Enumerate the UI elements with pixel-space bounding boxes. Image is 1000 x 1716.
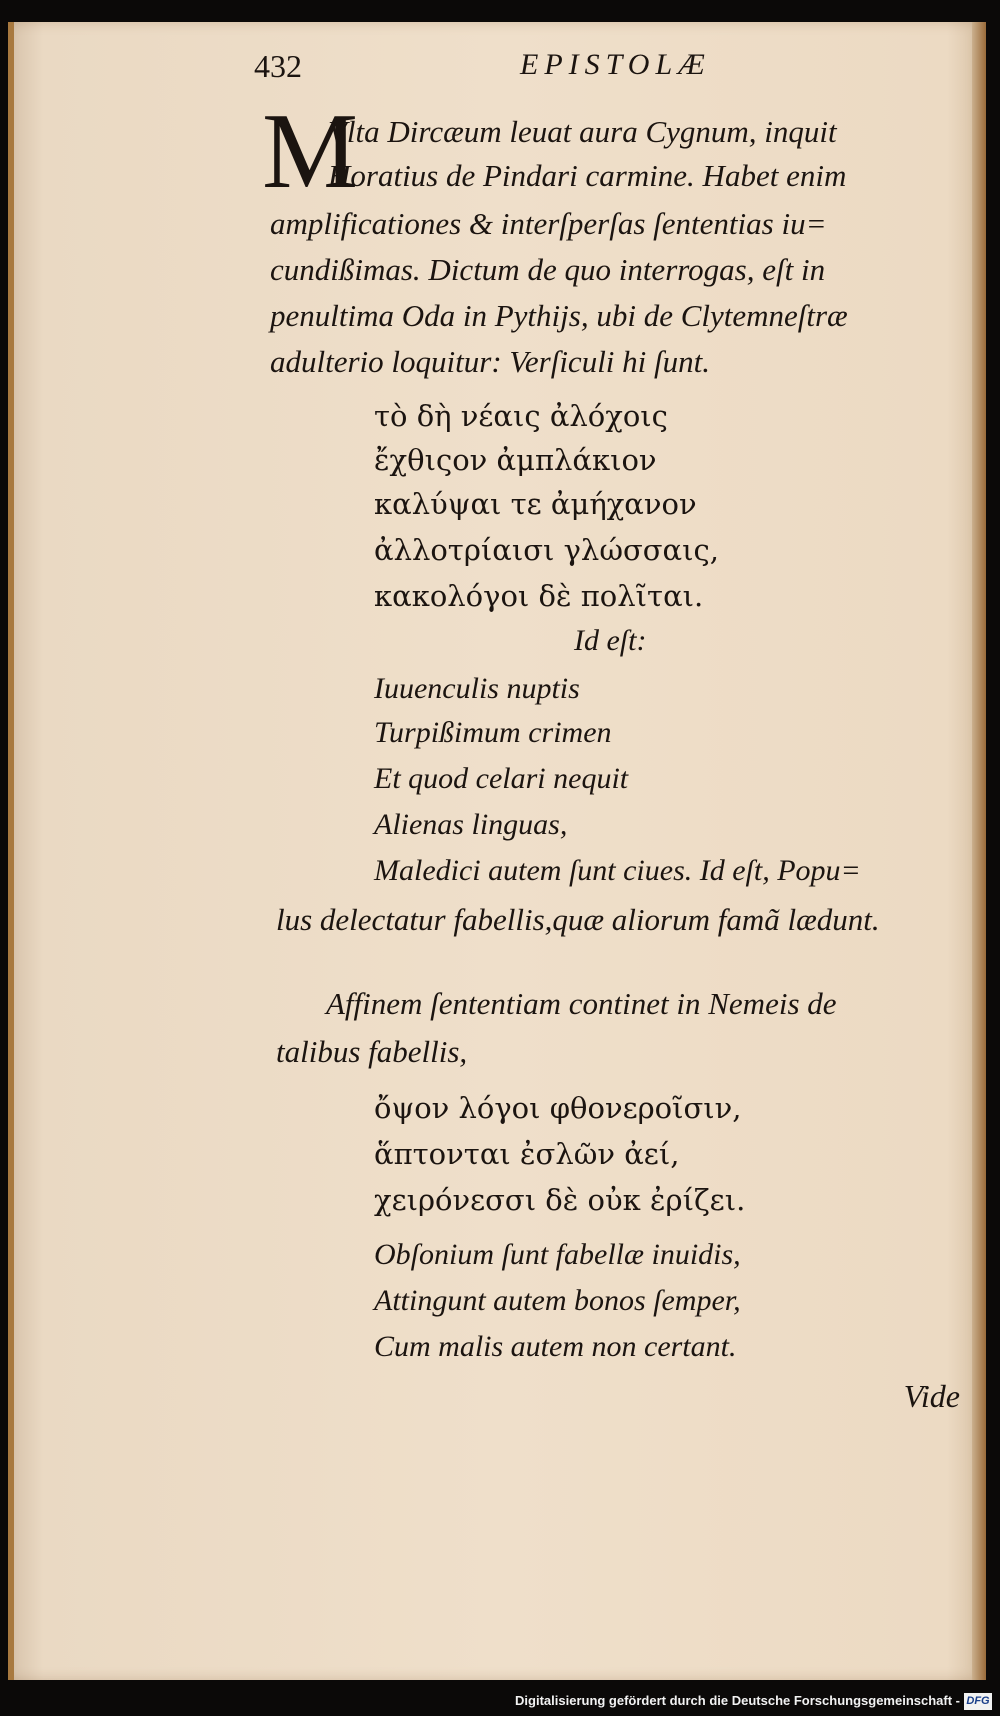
greek-verse-line: καλύψαι τε ἀμήχανον: [374, 487, 697, 521]
text-line: adulterio loquitur: Verſiculi hi ſunt.: [270, 344, 711, 379]
page-number: 432: [254, 48, 302, 84]
greek-verse-line: ὄψον λόγοι φθονεροῖσιν,: [374, 1091, 742, 1125]
drop-cap: M: [262, 92, 359, 211]
greek-verse-line: ἔχθιςον ἀμπλάκιον: [374, 443, 657, 477]
latin-verse-line: Obſonium ſunt fabellæ inuidis,: [374, 1238, 741, 1271]
text-line: Vlta Dircæum leuat aura Cygnum, inquit: [328, 114, 837, 149]
latin-verse-line: Attingunt autem bonos ſemper,: [374, 1284, 741, 1317]
text-line: cundißimas. Dictum de quo interrogas, eſt in: [270, 252, 826, 287]
latin-verse-line: Alienas linguas,: [374, 808, 568, 841]
greek-verse-line: τὸ δὴ νέαις ἀλόχοις: [374, 399, 668, 433]
text-line: Horatius de Pindari carmine. Habet enim: [328, 158, 847, 193]
footer-credit: Digitalisierung gefördert durch die Deutsche Forschungsgemeinschaft -: [515, 1693, 960, 1708]
greek-verse-line: ἅπτονται ἐσλῶν ἀεί,: [374, 1137, 680, 1171]
id-est-line: Id eſt:: [574, 624, 647, 657]
text-line: penultima Oda in Pythijs, ubi de Clytemneſtræ: [270, 298, 848, 333]
latin-verse-line: Et quod celari nequit: [374, 762, 629, 795]
dfg-logo[interactable]: DFG: [964, 1693, 992, 1710]
latin-verse-line: Turpißimum crimen: [374, 716, 612, 749]
text-line: amplificationes & interſperſas ſententias iu=: [270, 206, 827, 241]
footer-bar: [0, 1682, 1000, 1716]
greek-verse-line: κακολόγοι δὲ πολῖται.: [374, 579, 704, 613]
latin-verse-line: Maledici autem ſunt ciues. Id eſt, Popu=: [374, 854, 861, 887]
text-line: lus delectatur fabellis,quæ aliorum famã lædunt.: [276, 902, 880, 937]
greek-verse-line: ἀλλοτρίαισι γλώσσαις,: [374, 533, 719, 567]
latin-verse-line: Cum malis autem non certant.: [374, 1330, 737, 1363]
latin-verse-line: Iuuenculis nuptis: [374, 672, 580, 705]
page-header: [0, 48, 1000, 98]
greek-verse-line: χειρόνεσσι δὲ οὐκ ἐρίζει.: [374, 1183, 746, 1217]
text-line: Affinem ſententiam continet in Nemeis de: [326, 986, 837, 1021]
catchword: Vide: [903, 1378, 960, 1414]
running-head: EPISTOLÆ: [520, 48, 711, 81]
text-line: talibus fabellis,: [276, 1034, 468, 1069]
